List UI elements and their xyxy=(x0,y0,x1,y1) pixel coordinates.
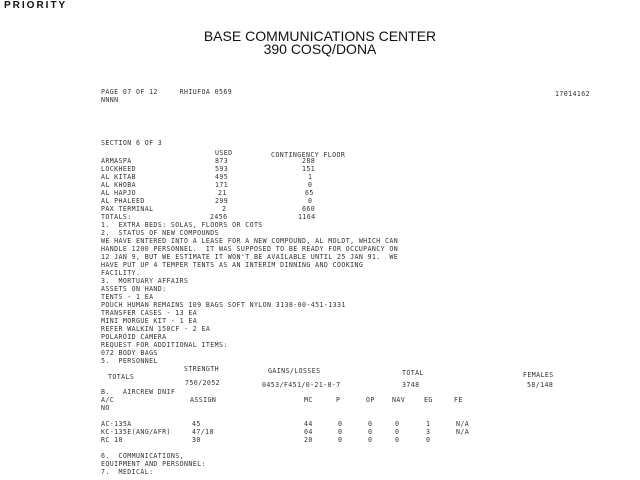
personnel-gains-value: 0453/F451/0-21-0-7 xyxy=(262,381,341,389)
table-cell: 21 xyxy=(218,189,227,197)
table-cell: TOTALS: xyxy=(101,213,132,221)
table-cell: 0 xyxy=(395,436,400,444)
table-cell: 0 xyxy=(426,436,431,444)
table-cell: 04 xyxy=(304,428,313,436)
date-time-group: 17014162 xyxy=(555,90,590,98)
table-cell: 299 xyxy=(215,197,229,205)
table-cell: 44 xyxy=(304,420,313,428)
table-cell: 0 xyxy=(338,420,343,428)
table-cell: 171 xyxy=(215,181,229,189)
body-line: TENTS - 1 EA xyxy=(101,293,154,301)
table-cell: 1 xyxy=(426,420,431,428)
aircrew-no-label: NO xyxy=(101,404,110,412)
table-cell: NAV xyxy=(392,396,406,404)
table-cell: KC-135E(ANG/AFR) xyxy=(101,428,171,436)
footer-line: 7. MEDICAL: xyxy=(101,468,154,476)
personnel-females-header: FEMALES xyxy=(523,371,554,379)
body-line: 12 JAN 9, BUT WE ESTIMATE IT WON'T BE AVAILABLE UNTIL 25 JAN 91. WE xyxy=(101,253,399,261)
body-line: 3. MORTUARY AFFAIRS xyxy=(101,277,189,285)
body-line: REFER WALKIN 150CF - 2 EA xyxy=(101,325,211,333)
table-cell: 2456 xyxy=(210,213,228,221)
table-cell: 30 xyxy=(192,436,201,444)
body-line: HANDLE 1200 PERSONNEL. IT WAS SUPPOSED TO BE READY FOR OCCUPANCY ON xyxy=(101,245,399,253)
body-line: 072 BODY BAGS xyxy=(101,349,158,357)
table-cell: 0 xyxy=(395,420,400,428)
table-cell: 3 xyxy=(426,428,431,436)
body-line: REQUEST FOR ADDITIONAL ITEMS: xyxy=(101,341,228,349)
table-cell: EG xyxy=(424,396,433,404)
table-cell: AL KITAB xyxy=(101,173,136,181)
table-cell: 65 xyxy=(305,189,314,197)
nnnn-marker: NNNN xyxy=(101,96,119,104)
body-line: HAVE PUT UP 4 TEMPER TENTS AS AN INTERIM DINNING AND COOKING xyxy=(101,261,364,269)
table-cell: 0 xyxy=(368,428,373,436)
table-cell: PAX TERMINAL xyxy=(101,205,154,213)
page-line: PAGE 07 OF 12 RHIUFOA 0569 xyxy=(101,88,233,96)
table-cell: 47/18 xyxy=(192,428,214,436)
personnel-gains-header: GAINS/LOSSES xyxy=(268,367,321,375)
table-cell: 0 xyxy=(368,436,373,444)
body-line: POLAROID CAMERA xyxy=(101,333,167,341)
table-cell: MC xyxy=(304,396,313,404)
aircrew-header-row xyxy=(0,397,620,405)
footer-line: EQUIPMENT AND PERSONNEL: xyxy=(101,460,206,468)
table-cell: 593 xyxy=(215,165,229,173)
aircrew-row xyxy=(0,437,620,445)
table-cell: AC-135A xyxy=(101,420,132,428)
table-cell: 0 xyxy=(395,428,400,436)
table-cell: 495 xyxy=(215,173,229,181)
body-line: TRANSFER CASES - 13 EA xyxy=(101,309,198,317)
body-line: 2. STATUS OF NEW COMPOUNDS xyxy=(101,229,219,237)
personnel-strength-header: STRENGTH xyxy=(184,365,219,373)
col-used-header: USED xyxy=(215,149,233,157)
table-cell: ARMASPA xyxy=(101,157,132,165)
document-title: BASE COMMUNICATIONS CENTER xyxy=(203,28,437,44)
table-cell: ASSIGN xyxy=(190,396,217,404)
table-cell: P xyxy=(336,396,341,404)
table-cell: 288 xyxy=(302,157,316,165)
table-cell: 0 xyxy=(368,420,373,428)
table-cell: AL HAPJO xyxy=(101,189,136,197)
personnel-strength-value: 756/2052 xyxy=(185,379,220,387)
table-cell: FE xyxy=(454,396,463,404)
table-cell: 660 xyxy=(302,205,316,213)
table-cell: 151 xyxy=(302,165,316,173)
table-cell: 20 xyxy=(304,436,313,444)
body-line: FACILITY. xyxy=(101,269,141,277)
table-cell: AL PHALEED xyxy=(101,197,145,205)
personnel-total-value: 3748 xyxy=(402,381,420,389)
table-cell: RC 10 xyxy=(101,436,123,444)
table-cell: N/A xyxy=(456,420,470,428)
body-line: WE HAVE ENTERED INTO A LEASE FOR A NEW COMPOUND, AL MOLDT, WHICH CAN xyxy=(101,237,399,245)
body-line: MINI MORGUE KIT - 1 EA xyxy=(101,317,198,325)
section-label: SECTION 6 OF 3 xyxy=(101,139,163,147)
col-contingency-header: CONTINGENCY FLOOR xyxy=(271,151,346,159)
body-line: 5. PERSONNEL xyxy=(101,357,158,365)
table-cell: 1 xyxy=(308,173,313,181)
table-cell: LOCKHEED xyxy=(101,165,136,173)
body-line: ASSETS ON HAND: xyxy=(101,285,167,293)
table-cell: 1164 xyxy=(298,213,316,221)
aircrew-heading: B. AIRCREW DNIF xyxy=(101,388,176,396)
priority-header: PRIORITY xyxy=(4,0,68,11)
body-line: 1. EXTRA BEDS: SOLAS, FLOORS OR COTS xyxy=(101,221,263,229)
table-cell: 0 xyxy=(338,436,343,444)
personnel-total-header: TOTAL xyxy=(402,369,424,377)
table-cell: OP xyxy=(366,396,375,404)
table-cell: 0 xyxy=(308,197,313,205)
table-cell: AL KHOBA xyxy=(101,181,136,189)
table-cell: 2 xyxy=(222,205,227,213)
table-cell: 0 xyxy=(308,181,313,189)
body-line: POUCH HUMAN REMAINS 109 BAGS SOFT NYLON 3138-00-451-1331 xyxy=(101,301,346,309)
footer-line: 6. COMMUNICATIONS, xyxy=(101,452,185,460)
table-cell: A/C xyxy=(101,396,115,404)
document-subtitle: 390 COSQ/DONA xyxy=(263,41,377,57)
table-row xyxy=(0,214,620,222)
table-cell: 0 xyxy=(338,428,343,436)
table-cell: 45 xyxy=(192,420,201,428)
personnel-females-value: 58/148 xyxy=(527,381,554,389)
table-cell: N/A xyxy=(456,428,470,436)
table-cell: 873 xyxy=(215,157,229,165)
personnel-totals-label: TOTALS xyxy=(108,373,135,381)
